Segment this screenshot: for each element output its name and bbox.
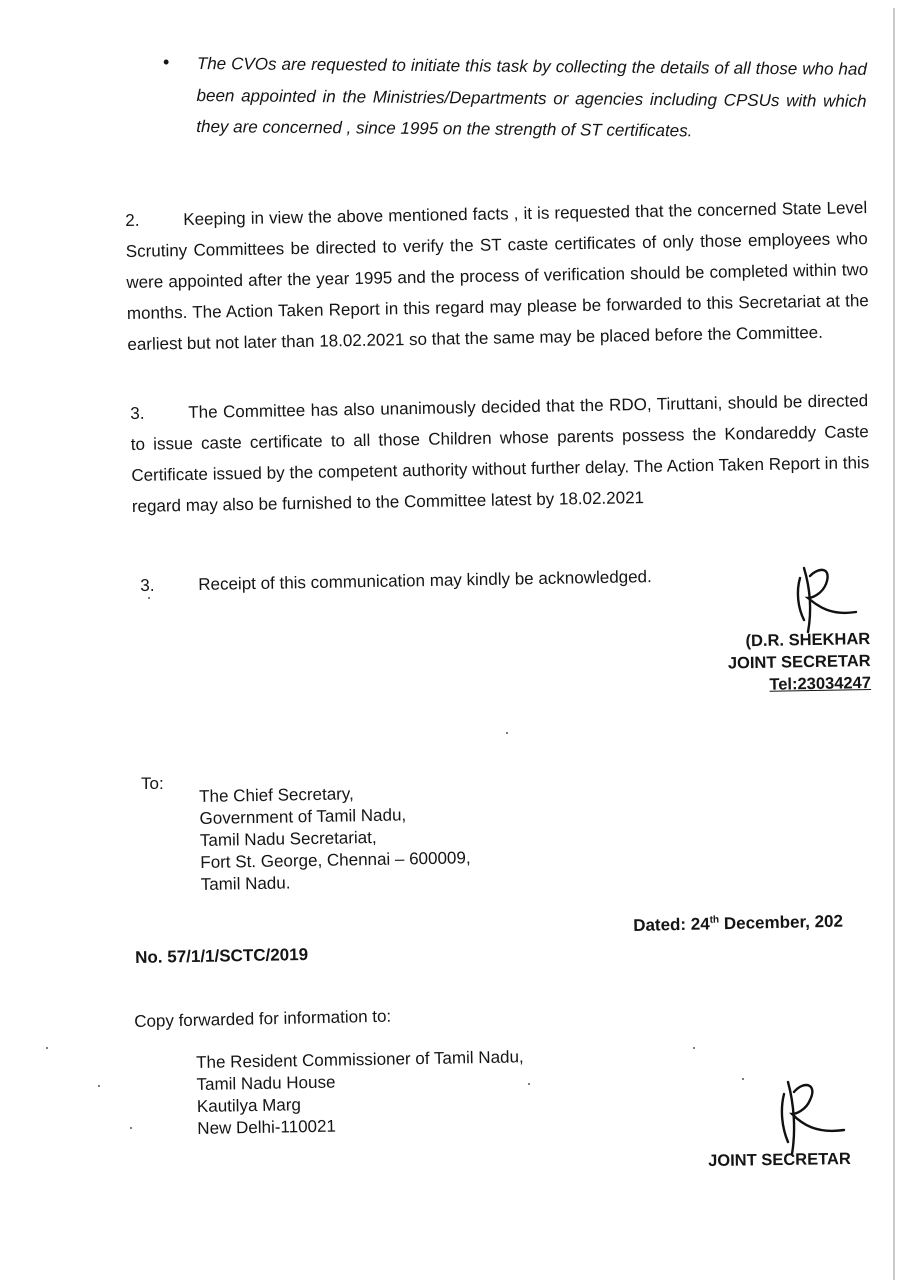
paragraph-acknowledge	[140, 560, 700, 601]
paragraph-3	[130, 385, 870, 522]
address-line: Government of Tamil Nadu,	[199, 805, 407, 828]
address-line: The Chief Secretary,	[199, 784, 354, 806]
address-line: Tamil Nadu House	[196, 1072, 336, 1094]
scan-speck	[98, 1085, 100, 1087]
paragraph-text: Keeping in view the above mentioned facts , it is requested that the concerned State Level Scrutiny Committees be directed to verify the ST caste certificates of only those employees who were appointed after the year 1995 and the process of verification should be completed within two months. The Action Taken Report in this regard may please be forwarded to this Secretariat at the earliest but not later than 18.02.2021 so that the same may be placed before the Committee.	[125, 198, 869, 354]
copy-forwarded-label: Copy forwarded for information to:	[134, 1006, 392, 1031]
paragraph-text: Receipt of this communication may kindly be acknowledged.	[198, 567, 652, 594]
reference-number: No. 57/1/1/SCTC/2019	[135, 944, 309, 967]
address-line: The Resident Commissioner of Tamil Nadu,	[196, 1047, 524, 1072]
address-line: Fort St. George, Chennai – 600009,	[200, 848, 471, 872]
signatory-block	[690, 628, 871, 697]
signature-image-copy	[768, 1072, 848, 1160]
scan-speck	[742, 1078, 744, 1080]
paragraph-number: 3.	[140, 575, 155, 595]
scan-speck	[46, 1047, 48, 1049]
bullet-text: The CVOs are requested to initiate this task by collecting the details of all those who had been appointed in the Ministries/Departments or agencies including CPSUs with which they are concerned , since 1995 on the strength of ST certificates.	[196, 53, 867, 141]
scan-speck	[528, 1083, 530, 1085]
paragraph-number: 3.	[130, 403, 145, 423]
address-line: New Delhi-110021	[197, 1116, 337, 1138]
scan-speck	[148, 597, 150, 599]
scan-speck	[693, 1047, 695, 1049]
signatory-telephone: Tel:23034247	[769, 673, 872, 694]
date-line	[633, 912, 843, 936]
paragraph-text: The Committee has also unanimously decided that the RDO, Tiruttani, should be directed to issue caste certificate to all those Children whose parents possess the Kondareddy Caste Certificate issued by the competent authority without further delay. The Action Taken Report in this regard may also be furnished to the Committee latest by 18.02.2021	[130, 391, 870, 516]
scan-speck	[506, 732, 508, 734]
paragraph-2	[125, 192, 870, 360]
date-prefix: Dated: 24	[633, 914, 710, 935]
address-line: Kautilya Marg	[196, 1095, 302, 1116]
copy-signatory-designation: JOINT SECRETAR	[708, 1150, 851, 1170]
paragraph-number: 2.	[125, 210, 140, 230]
signatory-name: (D.R. SHEKHAR	[745, 629, 871, 651]
bullet-marker: •	[163, 52, 170, 72]
signatory-designation: JOINT SECRETAR	[727, 651, 871, 673]
to-label: To:	[141, 774, 164, 793]
address-line: Tamil Nadu.	[200, 873, 291, 894]
copy-address	[196, 1046, 525, 1140]
scan-speck	[130, 1127, 132, 1129]
address-line: Tamil Nadu Secretariat,	[199, 827, 377, 850]
to-address	[199, 781, 471, 896]
page-edge	[893, 8, 895, 1280]
date-ordinal: th	[709, 914, 720, 926]
date-suffix: December, 202	[718, 911, 844, 934]
